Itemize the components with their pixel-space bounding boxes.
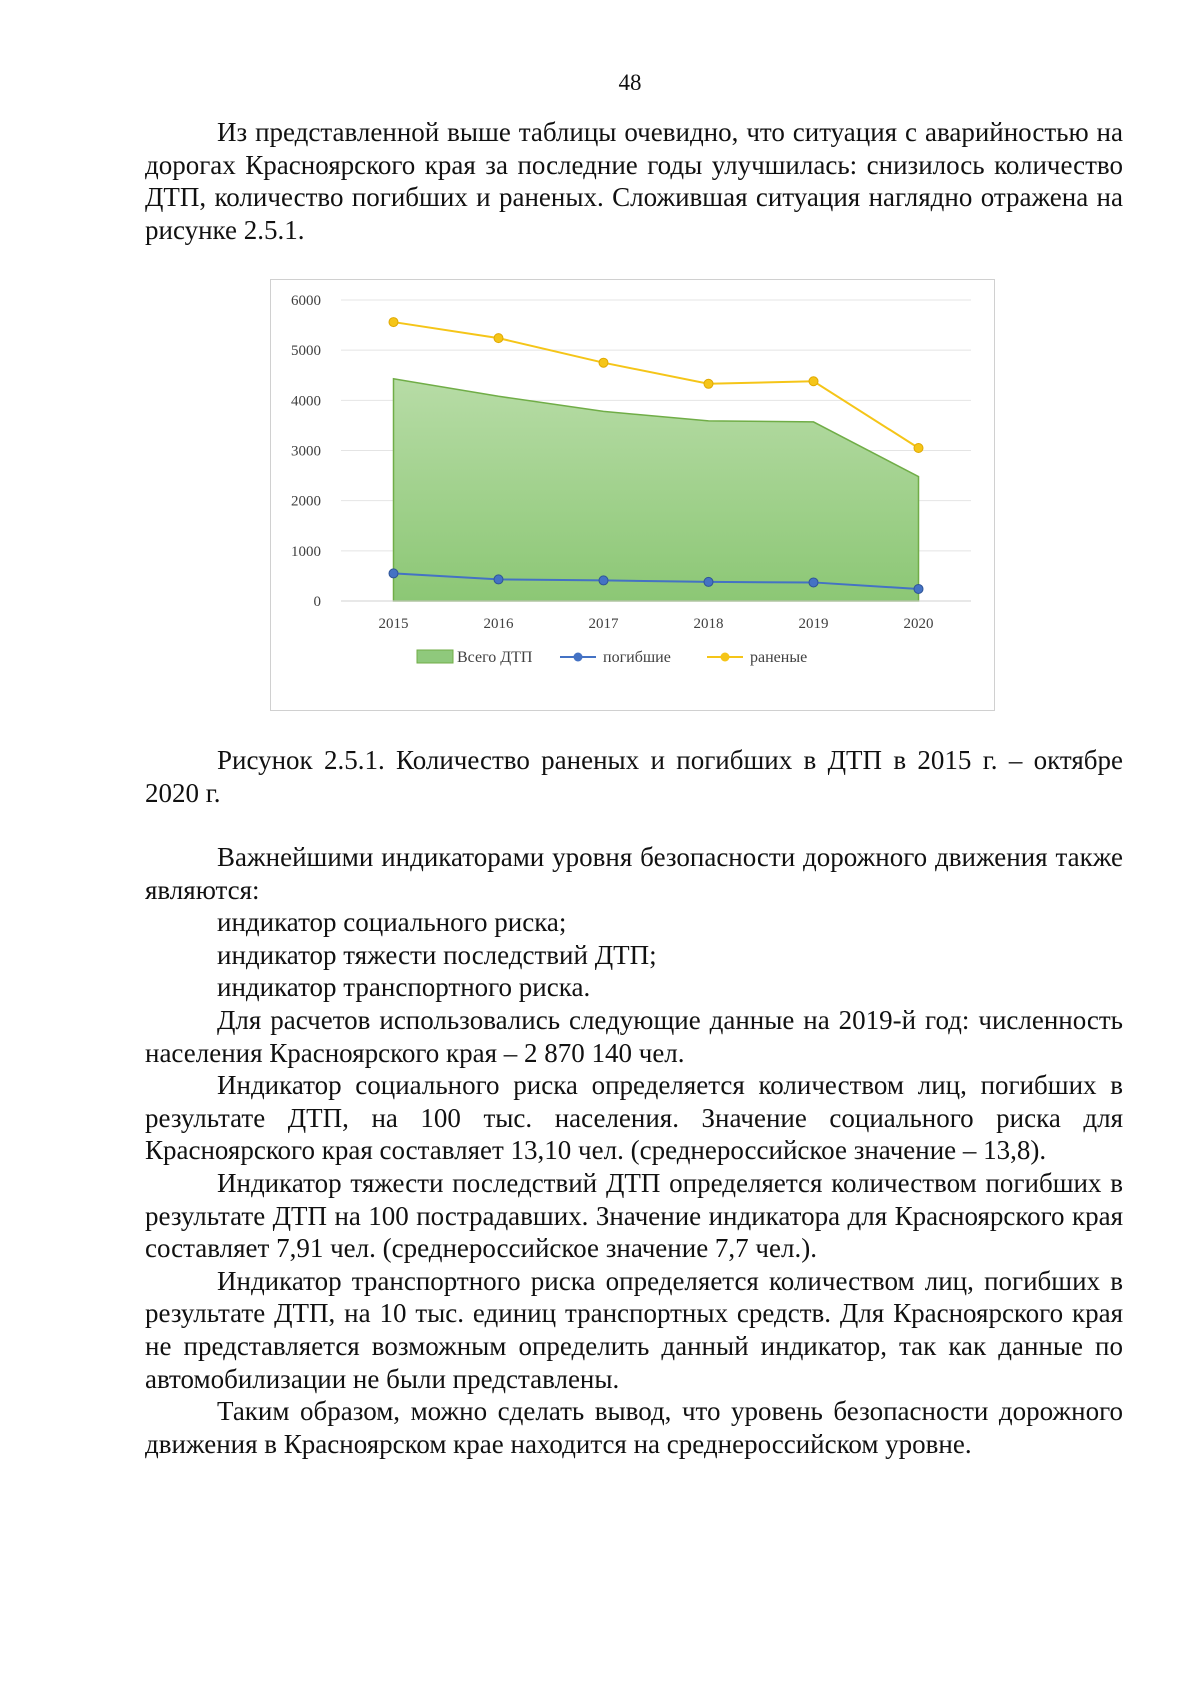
calc-data-paragraph: Для расчетов использовались следующие данные на 2019-й год: численность населения Красноярского края – 2 870 140 чел. — [145, 1004, 1123, 1068]
transport-risk-paragraph: Индикатор транспортного риска определяется количеством лиц, погибших в результате ДТП, на 10 тыс. единиц транспортных средств. Для Красноярского края не представляется возможным определить данный индикатор, так как данные по автомобилизации не были представлены. — [145, 1265, 1123, 1394]
severity-paragraph: Индикатор тяжести последствий ДТП определяется количеством погибших в результате ДТП на 100 пострадавших. Значение индикатора для Красноярского края составляет 7,91 чел. (среднероссийское значение 7,7 чел.). — [145, 1167, 1123, 1264]
indicators-intro: Важнейшими индикаторами уровня безопасности дорожного движения также являются: — [145, 842, 1123, 905]
page-number: 48 — [618, 70, 642, 95]
x-tick-label: 2017 — [588, 616, 619, 632]
area-series-total — [394, 379, 919, 601]
body-section — [145, 841, 1123, 1460]
data-point — [704, 379, 713, 388]
x-tick-label: 2020 — [903, 616, 934, 632]
y-tick-label: 0 — [313, 594, 321, 610]
y-tick-label: 4000 — [291, 393, 321, 410]
data-point — [809, 377, 818, 386]
indicator-item: индикатор транспортного риска. — [217, 972, 591, 1003]
legend-swatch-area — [417, 650, 453, 663]
data-point — [809, 578, 818, 587]
figure-caption: Рисунок 2.5.1. Количество раненых и погибших в ДТП в 2015 г. – октябре 2020 г. — [145, 745, 1123, 808]
data-point — [914, 443, 923, 452]
legend-label: Всего ДТП — [457, 649, 533, 666]
x-tick-label: 2019 — [798, 616, 829, 632]
y-tick-label: 3000 — [291, 443, 321, 460]
data-point — [494, 575, 503, 584]
caption-section — [145, 744, 1123, 809]
data-point — [599, 358, 608, 367]
legend-label: раненые — [750, 649, 808, 666]
x-tick-label: 2018 — [693, 616, 724, 632]
x-tick-label: 2015 — [378, 616, 409, 632]
social-risk-paragraph: Индикатор социального риска определяется количеством лиц, погибших в результате ДТП, на 100 тыс. населения. Значение социального риска для Красноярского края составляет 13,10 чел. (среднероссийское значение – 13,8). — [145, 1070, 1123, 1166]
data-point — [494, 334, 503, 343]
intro-section — [145, 116, 1123, 246]
legend-swatch-marker — [721, 653, 730, 662]
y-tick-label: 5000 — [291, 343, 321, 360]
x-tick-label: 2016 — [483, 616, 514, 632]
legend-swatch-marker — [574, 653, 583, 662]
indicator-item: индикатор тяжести последствий ДТП; — [217, 939, 657, 970]
data-point — [599, 576, 608, 585]
intro-paragraph: Из представленной выше таблицы очевидно, что ситуация с аварийностью на дорогах Красноярского края за последние годы улучшилась: снизилось количество ДТП, количество погибших и раненых. Сложившая ситуация наглядно отражена на рисунке 2.5.1. — [145, 117, 1123, 245]
y-tick-label: 1000 — [291, 543, 321, 560]
data-point — [389, 318, 398, 327]
data-point — [704, 577, 713, 586]
conclusion-paragraph: Таким образом, можно сделать вывод, что уровень безопасности дорожного движения в Красноярском крае находится на среднероссийском уровне. — [145, 1396, 1123, 1459]
y-tick-label: 2000 — [291, 493, 321, 510]
figure-chart — [270, 279, 995, 711]
chart-canvas — [271, 280, 996, 712]
data-point — [389, 569, 398, 578]
y-tick-label: 6000 — [291, 293, 321, 309]
indicator-item: индикатор социального риска; — [217, 907, 567, 938]
data-point — [914, 584, 923, 593]
legend-label: погибшие — [603, 649, 671, 666]
